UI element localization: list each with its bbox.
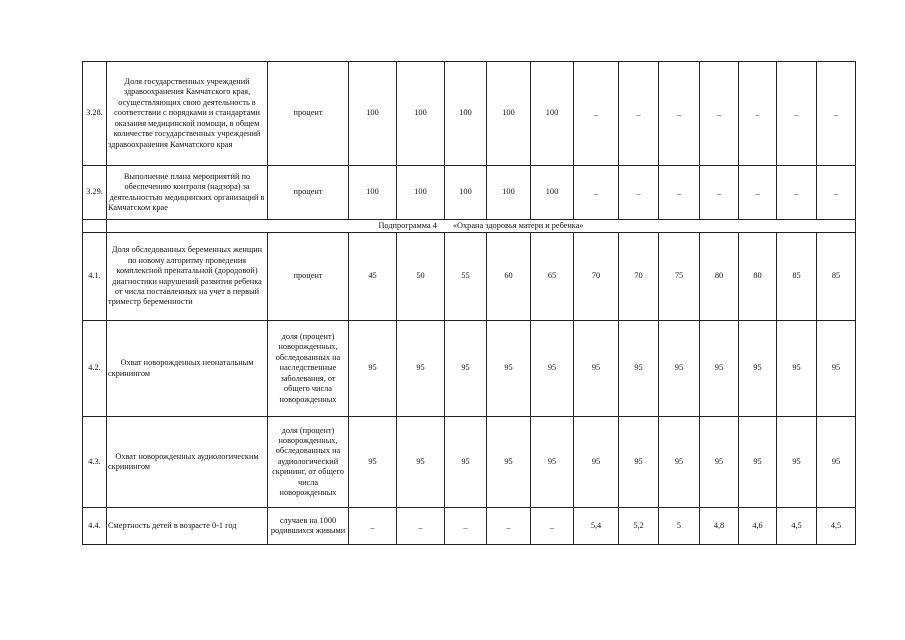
value-cell: _: [817, 166, 856, 220]
row-number: 4.3.: [83, 417, 107, 508]
value-cell: 85: [817, 233, 856, 321]
value-cell: 75: [659, 233, 700, 321]
value-cell: 4,5: [817, 508, 856, 545]
subprogram-title: «Охрана здоровья матери и ребенка»: [452, 220, 584, 230]
value-cell: 95: [739, 417, 777, 508]
value-cell: 50: [397, 233, 445, 321]
value-cell: 70: [574, 233, 619, 321]
value-cell: 95: [445, 321, 487, 417]
value-cell: _: [487, 508, 531, 545]
unit-of-measure: процент: [268, 166, 349, 220]
value-cell: 95: [700, 321, 739, 417]
value-cell: 60: [487, 233, 531, 321]
table-row: [83, 417, 856, 508]
indicator-name: Выполнение плана мероприятий по обеспечению контроля (надзора) за деятельностью медицинских организаций в Камчатском крае: [107, 166, 268, 220]
value-cell: 95: [739, 321, 777, 417]
unit-of-measure: доля (процент) новорожденных, обследованных на аудиологический скрининг, от общего числа новорожденных: [268, 417, 349, 508]
value-cell: 85: [777, 233, 817, 321]
value-cell: _: [531, 508, 574, 545]
value-cell: _: [574, 166, 619, 220]
value-cell: _: [777, 166, 817, 220]
empty-cell: [83, 220, 107, 233]
value-cell: 95: [659, 417, 700, 508]
value-cell: 80: [739, 233, 777, 321]
table-body: [83, 62, 856, 545]
value-cell: 5,2: [619, 508, 659, 545]
unit-of-measure: доля (процент) новорожденных, обследованных на наследственные заболевания, от общего числа новорожденных: [268, 321, 349, 417]
value-cell: 95: [817, 417, 856, 508]
value-cell: 95: [397, 321, 445, 417]
value-cell: 5,4: [574, 508, 619, 545]
value-cell: _: [777, 62, 817, 166]
value-cell: 95: [531, 417, 574, 508]
value-cell: 95: [487, 417, 531, 508]
value-cell: 45: [349, 233, 397, 321]
value-cell: _: [349, 508, 397, 545]
indicator-name: Охват новорожденных аудиологическим скринингом: [107, 417, 268, 508]
table-row: [83, 233, 856, 321]
table-row: [83, 62, 856, 166]
value-cell: 95: [531, 321, 574, 417]
value-cell: 100: [531, 62, 574, 166]
value-cell: 100: [445, 166, 487, 220]
indicator-name: Доля государственных учреждений здравоохранения Камчатского края, осуществляющих свою деятельность в соответствии с порядками и стандартами оказания медицинской помощи, в общем количестве государственных учреждений здравоохранения Камчатского края: [107, 62, 268, 166]
row-number: 3.28.: [83, 62, 107, 166]
indicator-name: Охват новорожденных неонатальным скринингом: [107, 321, 268, 417]
value-cell: _: [574, 62, 619, 166]
table-row: [83, 166, 856, 220]
value-cell: 95: [659, 321, 700, 417]
value-cell: 4,5: [777, 508, 817, 545]
subprogram-label: Подпрограмма 4: [378, 220, 437, 230]
value-cell: 95: [777, 417, 817, 508]
table-row: [83, 321, 856, 417]
value-cell: 100: [531, 166, 574, 220]
value-cell: _: [619, 166, 659, 220]
value-cell: _: [659, 62, 700, 166]
value-cell: _: [700, 166, 739, 220]
value-cell: 5: [659, 508, 700, 545]
value-cell: 100: [349, 166, 397, 220]
value-cell: 100: [397, 62, 445, 166]
table-row: [83, 508, 856, 545]
unit-of-measure: процент: [268, 62, 349, 166]
row-number: 4.4.: [83, 508, 107, 545]
row-number: 3.29.: [83, 166, 107, 220]
indicator-name: Доля обследованных беременных женщин по новому алгоритму проведения комплексной пренатальной (дородовой) диагностики нарушений развития ребенка от числа поставленных на учет в первый триместр беременности: [107, 233, 268, 321]
row-number: 4.2.: [83, 321, 107, 417]
indicators-table: [82, 61, 856, 545]
value-cell: 100: [397, 166, 445, 220]
value-cell: 4,6: [739, 508, 777, 545]
value-cell: 95: [574, 417, 619, 508]
value-cell: 95: [487, 321, 531, 417]
value-cell: 95: [445, 417, 487, 508]
value-cell: 55: [445, 233, 487, 321]
unit-of-measure: случаев на 1000 родившихся живыми: [268, 508, 349, 545]
value-cell: _: [739, 62, 777, 166]
value-cell: _: [739, 166, 777, 220]
value-cell: _: [397, 508, 445, 545]
value-cell: 70: [619, 233, 659, 321]
value-cell: 100: [487, 166, 531, 220]
unit-of-measure: процент: [268, 233, 349, 321]
subprogram-row: [83, 220, 856, 233]
value-cell: _: [700, 62, 739, 166]
value-cell: 80: [700, 233, 739, 321]
value-cell: 95: [574, 321, 619, 417]
value-cell: 95: [700, 417, 739, 508]
value-cell: 95: [349, 417, 397, 508]
value-cell: 100: [349, 62, 397, 166]
value-cell: 95: [777, 321, 817, 417]
value-cell: 95: [349, 321, 397, 417]
value-cell: 4,8: [700, 508, 739, 545]
value-cell: 95: [619, 321, 659, 417]
value-cell: _: [619, 62, 659, 166]
value-cell: _: [445, 508, 487, 545]
value-cell: 95: [397, 417, 445, 508]
value-cell: 65: [531, 233, 574, 321]
value-cell: 95: [817, 321, 856, 417]
value-cell: _: [817, 62, 856, 166]
value-cell: _: [659, 166, 700, 220]
value-cell: 100: [487, 62, 531, 166]
value-cell: 100: [445, 62, 487, 166]
subprogram-heading: [107, 220, 856, 233]
row-number: 4.1.: [83, 233, 107, 321]
indicator-name: Смертность детей в возрасте 0-1 год: [107, 508, 268, 545]
value-cell: 95: [619, 417, 659, 508]
